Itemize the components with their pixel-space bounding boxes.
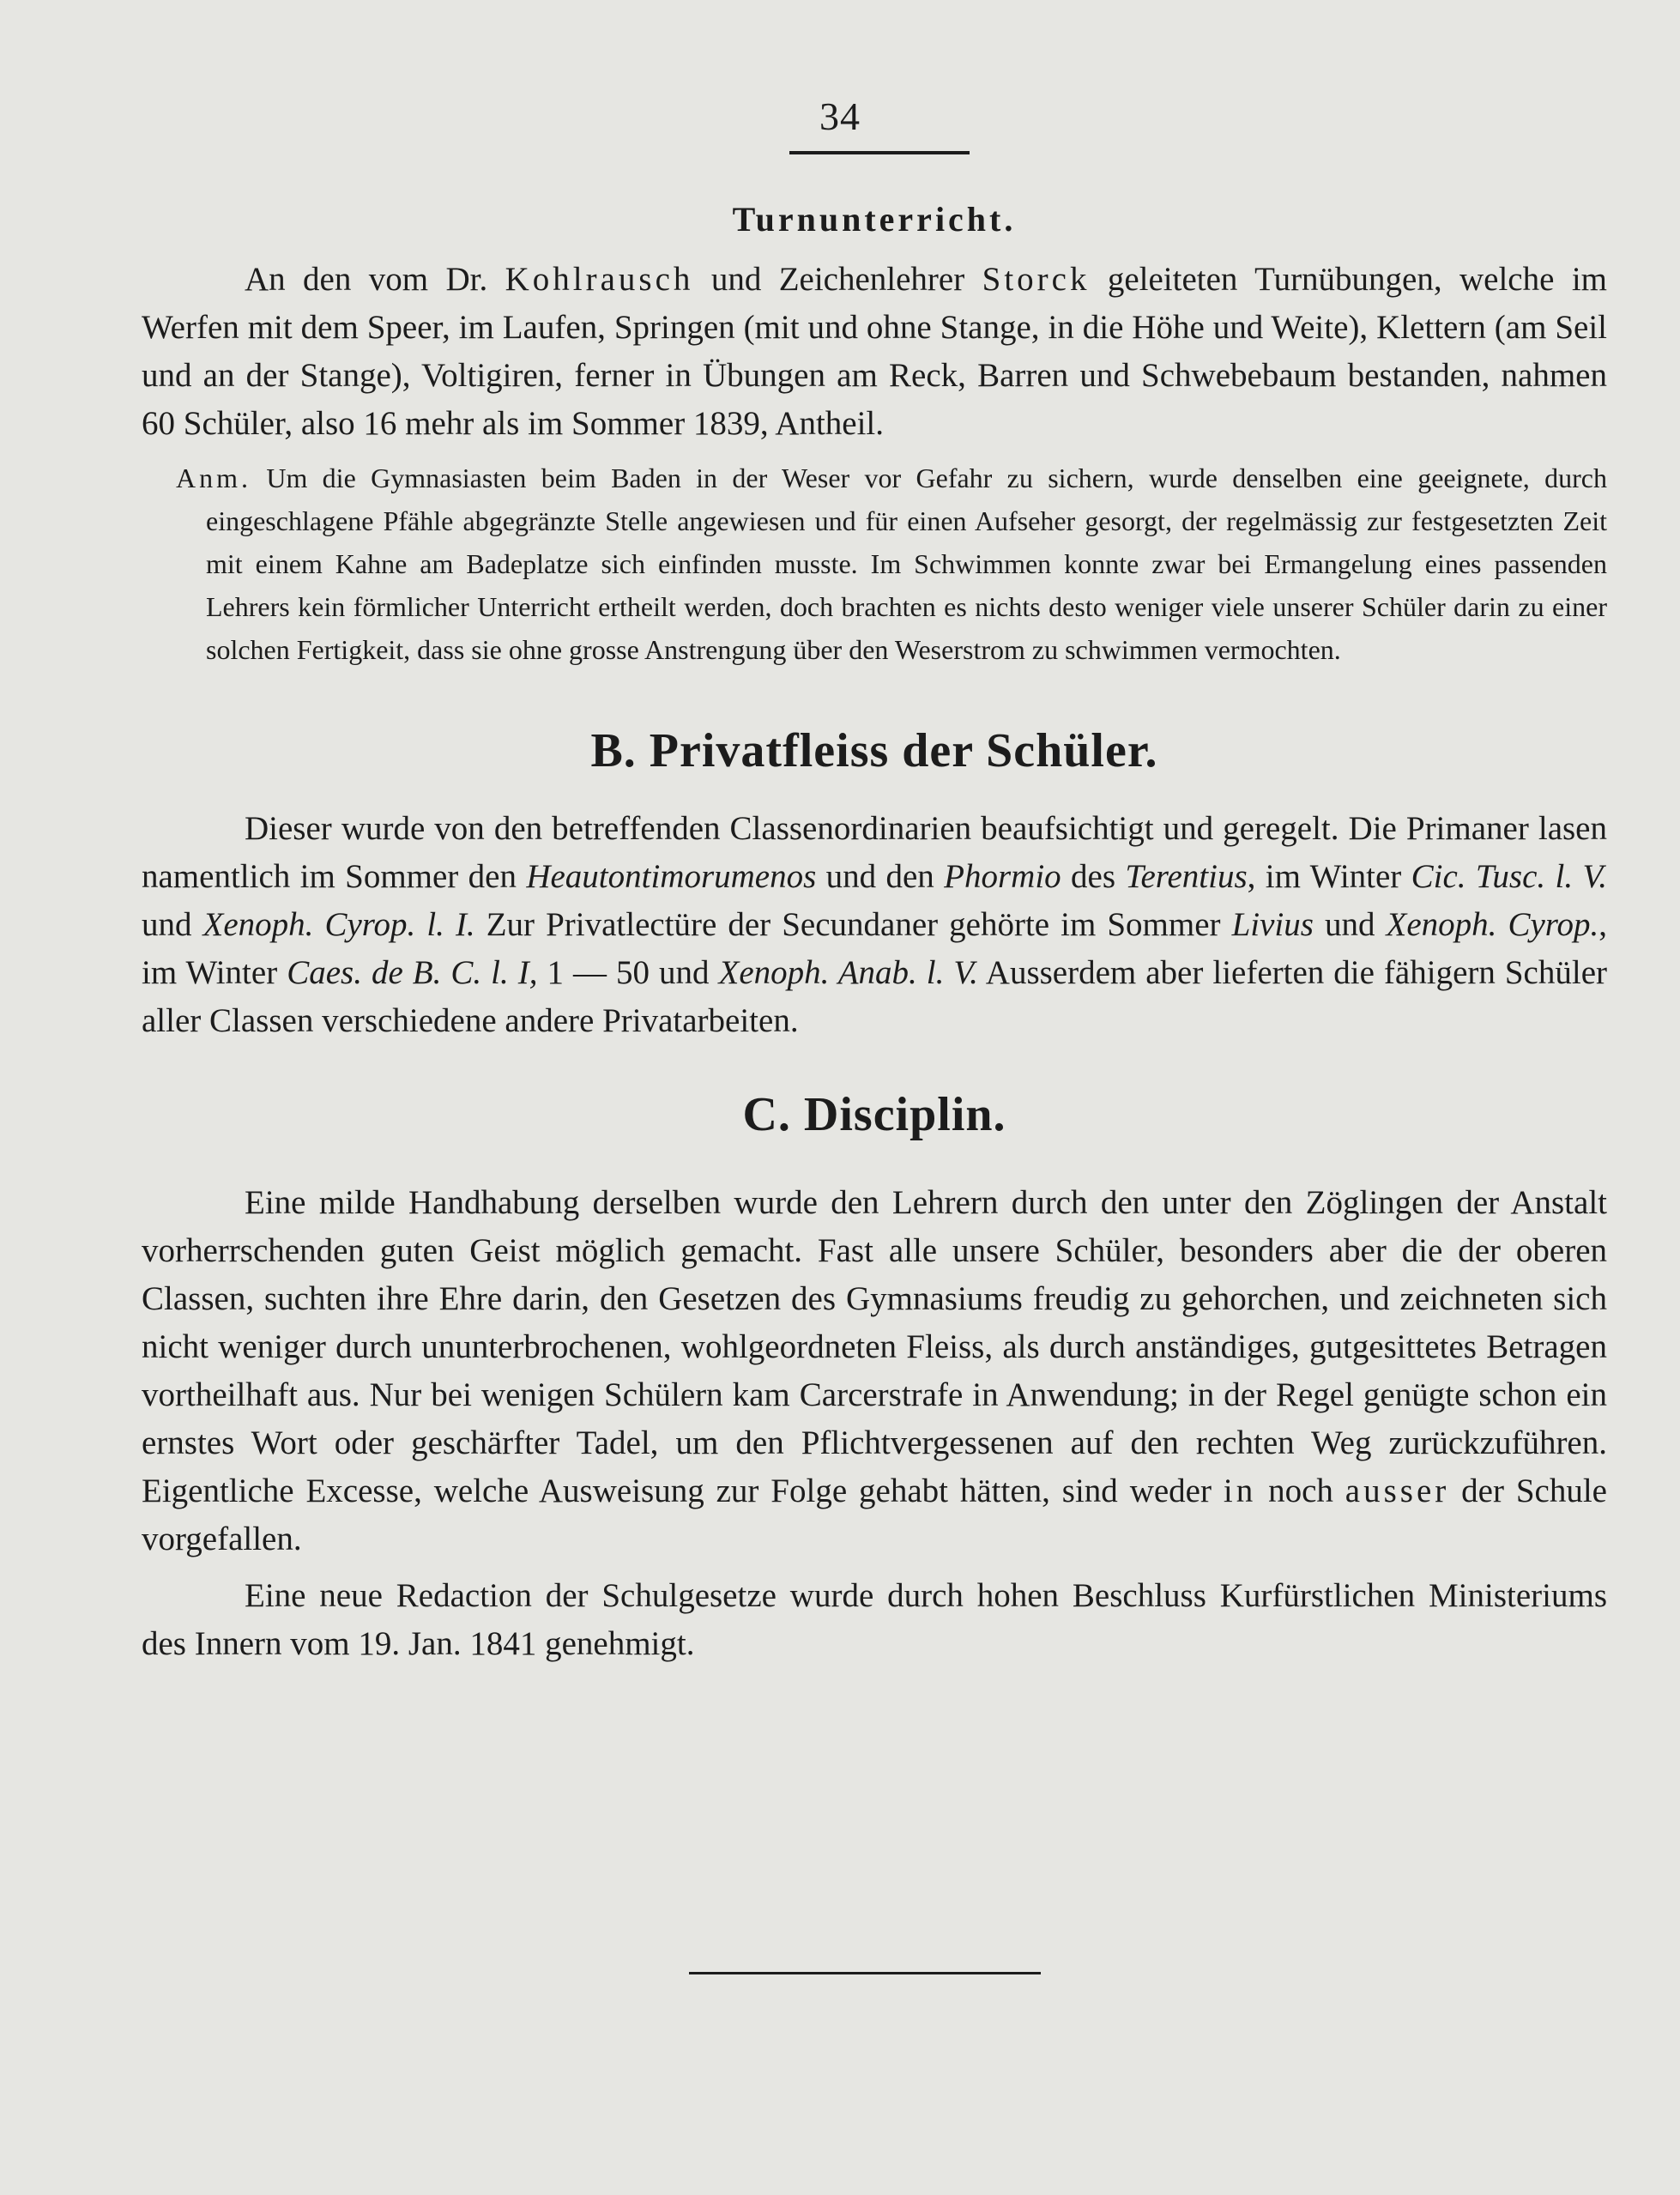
closing-rule: [689, 1972, 1041, 1974]
italic-run-11: Livius: [1231, 906, 1314, 943]
paragraph-disciplin-1: Eine milde Handhabung derselben wurde den Lehrern durch den unter den Zöglingen der Anstalt vorherrschenden guten Geist möglich gemacht. Fast alle unsere Schüler, besonders aber die der oberen Classen, suchten ihre Ehre darin, den Gesetzen des Gymnasiums freudig zu gehorchen, und zeichneten sich nicht weniger durch ununterbrochenen, wohlgeordneten Fleiss, als durch anständiges, gutgesittetes Betragen vortheilhaft aus. Nur bei wenigen Schülern kam Carcerstrafe in Anwendung; in der Regel genügte schon ein ernstes Wort oder geschärfter Tadel, um den Pflichtvergessenen auf den rechten Weg zurückzuführen. Eigentliche Excesse, welche Ausweisung zur Folge gehabt hätten, sind weder in noch ausser der Schule vorgefallen.: [142, 1184, 1607, 1557]
note-swimming: Anm. Um die Gymnasiasten beim Baden in der Weser vor Gefahr zu sichern, wurde denselben eine geeignete, durch eingeschlagene Pfähle abgegränzte Stelle angewiesen und für einen Aufseher gesorgt, der regelmässig zur festgesetzten Zeit mit einem Kahne am Badeplatze sich einfinden musste. Im Schwimmen konnte zwar bei Ermangelung eines passenden Lehrers kein förmlicher Unterricht ertheilt werden, doch brachten es nichts desto weniger viele unserer Schüler darin zu einer solchen Fertigkeit, dass sie ohne grosse Anstrengung über den Weserstrom zu schwimmen vermochten.: [176, 463, 1607, 665]
heading-disciplin: C. Disciplin.: [742, 1088, 1006, 1141]
paragraph-turnunterricht: An den vom Dr. Kohlrausch und Zeichenlehrer Storck geleiteten Turnübungen, welche im Werfen mit dem Speer, im Laufen, Springen (mit und ohne Stange, in die Höhe und Weite), Klettern (am Seil und an der Stange), Voltigiren, ferner in Übungen am Reck, Barren und Schwebebaum bestanden, nahmen 60 Schüler, also 16 mehr als im Sommer 1839, Antheil.: [142, 261, 1607, 442]
spaced-run-3: Storck: [982, 261, 1091, 298]
heading-privatfleiss: B. Privatfleiss der Schüler.: [590, 724, 1158, 777]
italic-run-15: Caes. de B. C. l. I,: [287, 954, 538, 991]
spaced-run-1: in: [1223, 1472, 1257, 1509]
italic-run-7: Cic. Tusc. l. V.: [1411, 858, 1607, 895]
italic-run-1: Heautontimorumenos: [526, 858, 817, 895]
page-header: [0, 93, 1680, 141]
italic-run-17: Xenoph. Anab. l. V.: [718, 954, 978, 991]
italic-run-13: Xenoph. Cyrop.: [1386, 906, 1599, 943]
paragraph-privatfleiss: Dieser wurde von den betreffenden Classenordinarien beaufsichtigt und geregelt. Die Primaner lasen namentlich im Sommer den Heautontimorumenos und den Phormio des Terentius, im Winter Cic. Tusc. l. V. und Xenoph. Cyrop. l. I. Zur Privatlectüre der Secundaner gehörte im Sommer Livius und Xenoph. Cyrop., im Winter Caes. de B. C. l. I, 1 — 50 und Xenoph. Anab. l. V. Ausserdem aber lieferten die fähigern Schüler aller Classen verschiedene andere Privatarbeiten.: [142, 810, 1608, 1039]
italic-run-9: Xenoph. Cyrop. l. I.: [202, 906, 475, 943]
paragraph-disciplin-2: Eine neue Redaction der Schulgesetze wurde durch hohen Beschluss Kurfürstlichen Ministeriums des Innern vom 19. Jan. 1841 genehmigt.: [142, 1577, 1607, 1662]
spaced-run-1: Kohlrausch: [505, 261, 694, 298]
heading-turnunterricht: Turnunterricht.: [732, 200, 1017, 239]
spaced-run-0: Anm.: [176, 463, 251, 493]
page-content: [142, 196, 1607, 1668]
italic-run-3: Phormio: [944, 858, 1061, 895]
header-rule: [789, 151, 970, 154]
page-number: 34: [819, 94, 861, 138]
spaced-run-3: ausser: [1345, 1472, 1450, 1509]
italic-run-5: Terentius: [1125, 858, 1248, 895]
